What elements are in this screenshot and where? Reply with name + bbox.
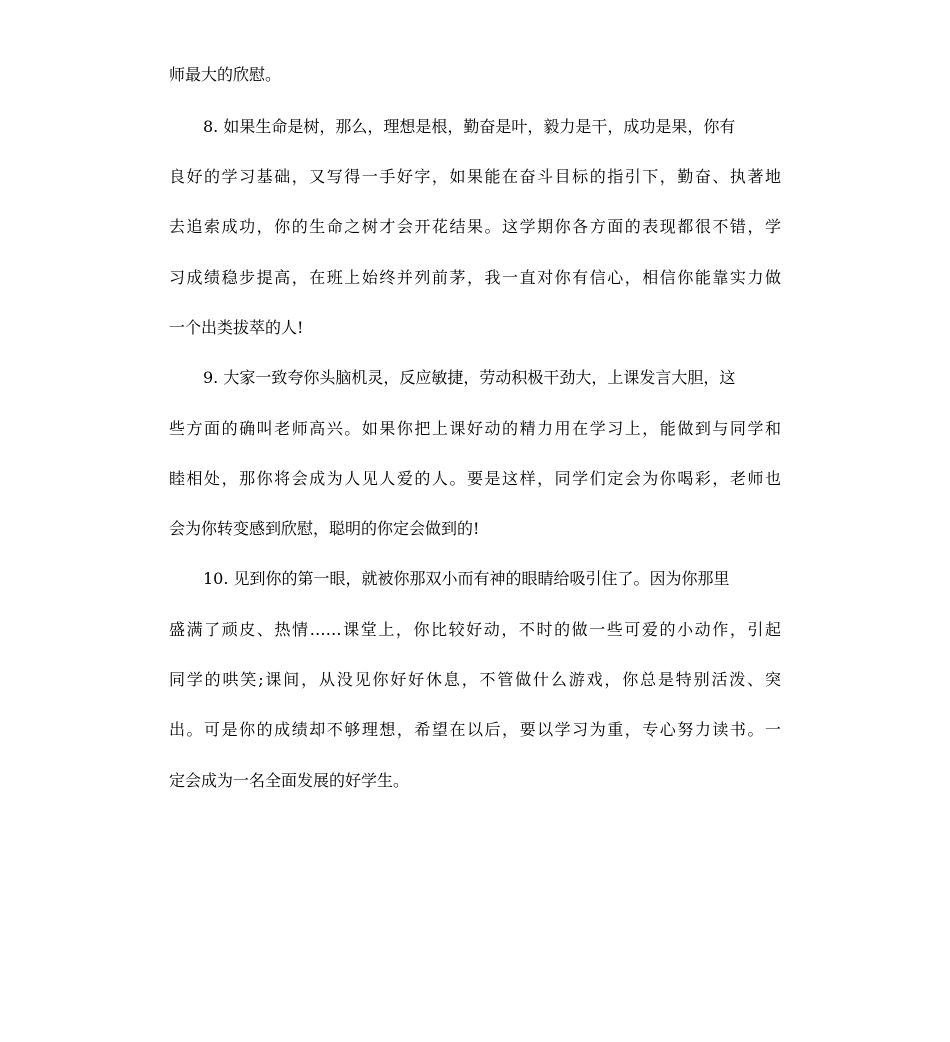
paragraph-8-line: 习成绩稳步提高，在班上始终并列前茅，我一直对你有信心，相信你能靠实力做	[169, 268, 781, 287]
paragraph-10-line: 定会成为一名全面发展的好学生。	[169, 771, 410, 790]
paragraph-9-line: 些方面的确叫老师高兴。如果你把上课好动的精力用在学习上，能做到与同学和	[169, 419, 781, 438]
paragraph-9-line: 会为你转变感到欣慰，聪明的你定会做到的!	[169, 519, 480, 538]
paragraph-9-line: 9. 大家一致夸你头脑机灵，反应敏捷，劳动积极干劲大，上课发言大胆，这	[203, 368, 736, 387]
paragraph-10-line: 出。可是你的成绩却不够理想，希望在以后，要以学习为重，专心努力读书。一	[169, 720, 781, 739]
paragraph-7-end-line: 师最大的欣慰。	[169, 65, 282, 84]
paragraph-10-line: 同学的哄笑;课间，从没见你好好休息，不管做什么游戏，你总是特别活泼、突	[169, 670, 781, 689]
paragraph-8-line: 一个出类拔萃的人!	[169, 318, 304, 337]
paragraph-10-line: 10. 见到你的第一眼，就被你那双小而有神的眼睛给吸引住了。因为你那里	[203, 569, 730, 588]
paragraph-8-line: 去追索成功，你的生命之树才会开花结果。这学期你各方面的表现都很不错，学	[169, 217, 781, 236]
paragraph-9-line: 睦相处，那你将会成为人见人爱的人。要是这样，同学们定会为你喝彩，老师也	[169, 469, 781, 488]
paragraph-10-line: 盛满了顽皮、热情……课堂上，你比较好动，不时的做一些可爱的小动作，引起	[169, 620, 781, 639]
paragraph-8-line: 8. 如果生命是树，那么，理想是根，勤奋是叶，毅力是干，成功是果，你有	[203, 117, 736, 136]
paragraph-8-line: 良好的学习基础，又写得一手好字，如果能在奋斗目标的指引下，勤奋、执著地	[169, 167, 781, 186]
